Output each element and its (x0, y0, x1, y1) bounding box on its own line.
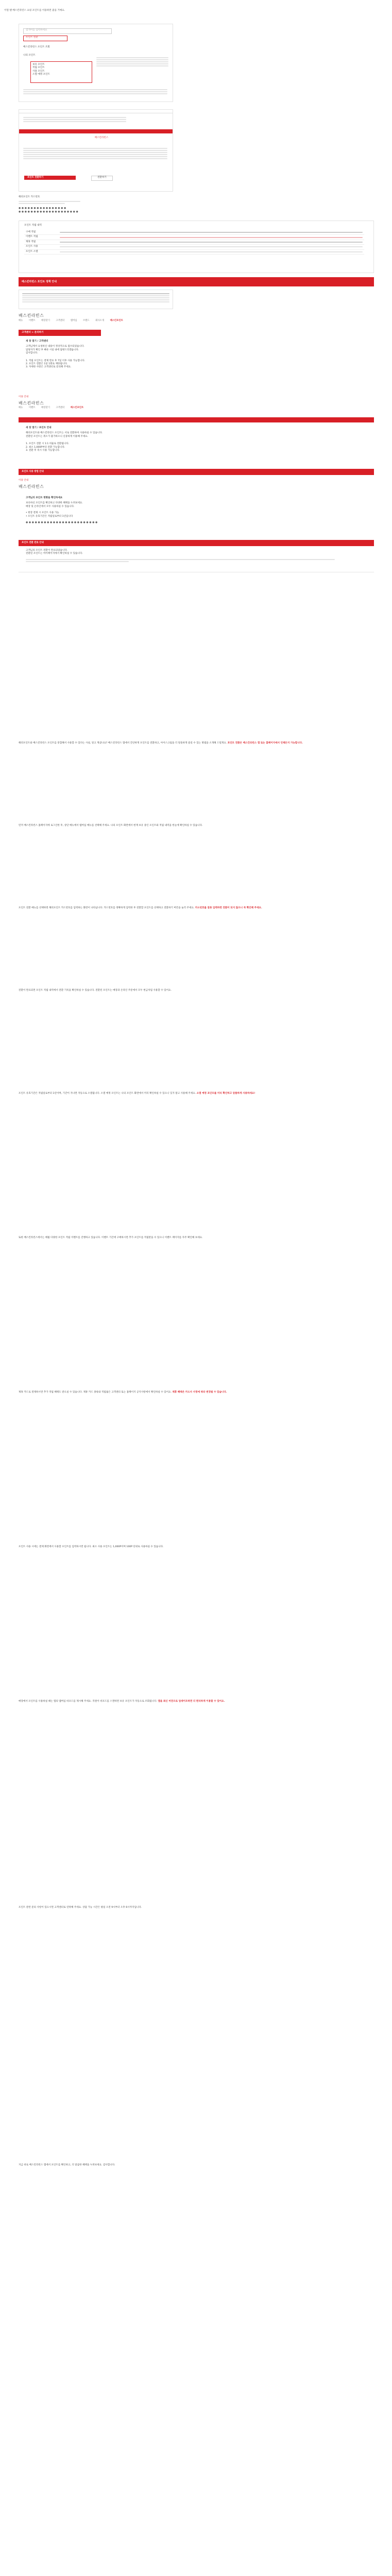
screenshot-history (19, 221, 374, 273)
red-header-bar (19, 129, 173, 133)
paragraph-text: 포인트 전환 메뉴를 선택하면 해피포인트 카드번호를 입력하는 화면이 나타납니다. 카드번호를 정확하게 입력한 후 전환할 포인트를 선택하고 전환하기 버튼을 눌러 주세요. (19, 907, 195, 909)
nav-item[interactable]: 이벤트 (28, 406, 36, 410)
sec3-heading-text: 고객님의 포인트 현황을 확인하세요 (26, 497, 63, 499)
paragraph (19, 1236, 374, 1240)
paragraph (19, 1092, 374, 1095)
nav-item[interactable]: 멤버십 (70, 319, 77, 323)
screenshot-mypage (19, 24, 173, 102)
sec1-item: 2. 포인트 전환은 1일 1회로 제한됩니다. (26, 363, 68, 366)
paragraph-text: 포인트 유효기간은 적립일로부터 1년이며, 기간이 지나면 자동으로 소멸됩니다. 소멸 예정 포인트는 나의 포인트 화면에서 미리 확인하실 수 있으니 잊지 말고 사용해 주세요. (19, 1092, 196, 1095)
brand-logo-text: 배스킨라빈스 (19, 313, 44, 318)
sec3-logo-text: 배스킨라빈스 (19, 484, 44, 489)
sec1-heading (26, 340, 335, 343)
sec1-body-line: 감사합니다. (26, 352, 38, 355)
row-label: 이벤트 적립 (24, 235, 58, 240)
convert-red-bar (24, 176, 76, 180)
nav-item[interactable]: 메뉴 (19, 406, 23, 410)
menu-item-label: 적립 포인트 (32, 66, 45, 70)
history-header (24, 224, 230, 227)
info-line-text: 배스킨라빈스 포인트 조회 (23, 46, 50, 48)
sec2-red-bar-text: 포인트 사용 방법 안내 (22, 470, 44, 473)
paragraph (19, 1906, 374, 1909)
email-field[interactable] (19, 211, 173, 214)
table-row (24, 240, 364, 244)
nav-item[interactable]: 매장찾기 (41, 319, 50, 323)
article-body (19, 1092, 374, 1098)
sec1-item: 1. 적립 포인트는 결제 완료 후 7일 이후 사용 가능합니다. (26, 359, 86, 362)
sec1-heading-text: 새 창 열기 / 고객센터 (26, 340, 48, 343)
sec2-bar (19, 417, 374, 422)
article-body (19, 2164, 374, 2170)
paragraph-text: 매장에서 포인트를 사용하실 때는 앱의 멤버십 바코드를 제시해 주세요. 직원이 바코드를 스캔하면 보유 포인트가 자동으로 조회됩니다. (19, 1700, 157, 1703)
search-placeholder: 검색어를 입력하세요 (26, 29, 47, 31)
nav-item[interactable]: 회사소개 (95, 319, 105, 323)
paragraph-text: 또한 배스킨라빈스에서는 매월 다양한 포인트 적립 이벤트를 진행하고 있습니다. 이벤트 기간에 구매하시면 추가 포인트를 적립받을 수 있으니 이벤트 페이지를 자주 확인해 보세요. (19, 1236, 203, 1239)
sec2-content (26, 427, 335, 452)
sec2-body-line: 전환된 포인트는 취소가 불가하오니 신중하게 이용해 주세요. (26, 435, 89, 438)
brand-title (86, 137, 117, 142)
sec1-content (26, 340, 335, 369)
table-row (24, 249, 364, 254)
red-bar-text: 포인트 전환하기 (27, 176, 44, 179)
sec3-item: • 포인트 유효기간은 적립일로부터 1년입니다 (26, 515, 73, 518)
nav-item[interactable]: 매장찾기 (41, 406, 50, 410)
paragraph (19, 1391, 374, 1394)
tab-point-convert[interactable] (23, 36, 67, 41)
brand-logo (19, 314, 374, 317)
sec3-content (26, 497, 335, 524)
article-body (19, 1236, 374, 1243)
tab-label: 포인트 전환 (26, 36, 38, 39)
history-table (24, 230, 364, 255)
nav-item[interactable]: 고객센터 (56, 319, 65, 323)
article-body (19, 824, 374, 831)
sec2-logo (19, 402, 374, 410)
sec4-red-bar (19, 540, 374, 546)
article-body (19, 1391, 374, 1397)
sec2-red-bar (19, 469, 374, 475)
menu-item-label: 보유 포인트 (32, 63, 45, 66)
nav-item[interactable]: 브랜드 (82, 319, 90, 323)
sec2-heading (26, 427, 335, 430)
paragraph (19, 1700, 374, 1703)
sec2-logo-text: 배스킨라빈스 (19, 401, 44, 405)
brand-nav (19, 314, 374, 323)
article-body (19, 1700, 374, 1706)
form-label (19, 196, 173, 199)
point-menu-box (30, 61, 92, 83)
menu-item-label: 소멸 예정 포인트 (32, 73, 50, 76)
card-dots: ● ● ● ● ● ● ● ● ● ● ● ● ● ● ● ● (19, 207, 66, 210)
article-body (19, 989, 374, 995)
sec1-label-bar (19, 330, 101, 336)
paragraph (19, 989, 374, 992)
paragraph (19, 742, 374, 745)
sec1-body-line: 담당자가 확인 후 빠른 시일 내에 답변드리겠습니다. (26, 348, 79, 351)
nav-item-active[interactable]: 배스킨포인트 (110, 319, 123, 323)
paragraph-emphasis: 앱을 최신 버전으로 업데이트하면 더 편리하게 이용할 수 있어요. (158, 1700, 225, 1703)
screenshot-mini-table (19, 290, 173, 309)
nav-item[interactable]: 고객센터 (56, 406, 65, 410)
mini-table-lines (22, 292, 169, 303)
sec3-label (19, 479, 101, 482)
sec4-line: 전환된 포인트는 마이페이지에서 확인하실 수 있습니다. (26, 552, 83, 555)
article-body (19, 1546, 374, 1552)
sec4-line: 고객님의 포인트 전환이 완료되었습니다. (26, 549, 68, 552)
sec1-label: 고객센터 > 문의하기 (22, 331, 44, 334)
paragraph-text: 제휴 카드로 결제하시면 추가 적립 혜택도 받으실 수 있습니다. 제휴 카드 종류와 적립률은 고객센터 또는 홈페이지 공지사항에서 확인하실 수 있어요. (19, 1391, 172, 1394)
paragraph-text: 지금 바로 배스킨라빈스 앱에서 포인트를 확인하고, 더 달콤한 혜택을 누려보세요. 감사합니다. (19, 2164, 115, 2166)
paragraph (19, 2164, 374, 2167)
menu-title-text: 나의 포인트 (23, 54, 36, 57)
sec2-body-line: 해피포인트와 배스킨라빈스 포인트는 서로 전환하여 사용하실 수 있습니다. (26, 432, 103, 435)
paragraph (19, 907, 374, 910)
email-dots: ● ● ● ● ● ● ● ● ● ● ● ● ● ● ● ● ● ● ● ● (19, 210, 78, 213)
sec3-item: • 현장 결제 시 포인트 사용 가능 (26, 512, 59, 515)
intro-sentence: 이럴 땐 배스킨라빈스 쇼핑 포인트를 이용하면 좋을 거예요. (4, 9, 65, 12)
brand-title-text: 배스킨라빈스 (94, 137, 109, 139)
sec2-item: 3. 전환 후 즉시 사용 가능합니다. (26, 449, 60, 452)
convert-button[interactable] (91, 176, 113, 181)
sec1-body-line: 고객님께서 요청하신 내용이 정상적으로 접수되었습니다. (26, 345, 84, 348)
sec3-heading (26, 497, 335, 500)
paragraph-emphasis: 포인트 전환은 배스킨라빈스 앱 또는 홈페이지에서 언제든지 가능합니다. (227, 742, 303, 744)
menu-item[interactable] (32, 73, 90, 76)
lines-block (23, 116, 126, 123)
sec2-item: 2. 최소 1,000P부터 전환 가능합니다. (26, 446, 65, 449)
table-row (24, 235, 364, 240)
screenshot-convert (19, 109, 173, 192)
table-row (24, 245, 364, 249)
intro-text (4, 9, 375, 12)
row-label: 포인트 소멸 (24, 249, 58, 254)
sec2-label-text: 이용 안내 (19, 396, 29, 398)
paragraph (19, 1546, 374, 1549)
nav-item-active[interactable]: 배스킨포인트 (70, 406, 84, 410)
info-line (23, 46, 100, 49)
history-header-text: 포인트 적립 내역 (24, 224, 42, 227)
table-row (24, 230, 364, 235)
policy-red-bar (19, 277, 374, 286)
policy-red-bar-text: 배스킨라빈스 포인트 정책 안내 (22, 280, 57, 283)
sec1-item: 3. 자세한 사항은 고객센터로 문의해 주세요. (26, 366, 72, 369)
paragraph-text: 포인트 관련 문의 사항이 있으시면 고객센터로 연락해 주세요. 상담 가능 시간은 평일 오전 9시부터 오후 6시까지입니다. (19, 1906, 142, 1909)
menu-item-label: 사용 포인트 (32, 70, 45, 73)
sec3-label-text: 이용 안내 (19, 479, 29, 482)
sec4-content (26, 549, 335, 563)
menu-title (23, 54, 85, 57)
menu-lines (96, 56, 168, 67)
paragraph-text: 전환이 완료되면 포인트 적립 내역에서 전환 기록을 확인하실 수 있습니다. 전환된 포인트는 매장과 온라인 주문에서 모두 현금처럼 사용할 수 있어요. (19, 989, 172, 992)
bottom-lines (23, 88, 167, 95)
paragraph-emphasis: 소멸 예정 포인트를 미리 확인하고 알뜰하게 사용하세요! (196, 1092, 255, 1095)
sec2-heading-text: 새 창 열기 / 포인트 안내 (26, 427, 52, 429)
paragraph-text: 포인트 사용 시에는 결제 화면에서 사용할 포인트를 입력하시면 됩니다. 최소 사용 포인트는 1,000P이며 100P 단위로 사용하실 수 있습니다. (19, 1546, 164, 1548)
sec3-body-line: 보유하신 포인트를 확인하고 다양한 혜택을 누려보세요. (26, 502, 83, 505)
paragraph-text: 해피포인트와 배스킨라빈스 포인트를 통합해서 사용할 수 있다는 사실, 알고 계셨나요? 배스킨라빈스 앱에서 간단하게 포인트를 전환하고, 아이스크림을 더 알뜰하게 즐길 수 있는 방법을 소개해 드릴게요. (19, 742, 227, 744)
article-body (19, 742, 374, 748)
row-label: 제휴 적립 (24, 240, 58, 244)
content-lines (23, 147, 167, 160)
nav-item[interactable]: 메뉴 (19, 319, 23, 323)
paragraph-emphasis: 제휴 혜택은 카드사 사정에 따라 변경될 수 있습니다. (172, 1391, 227, 1394)
sec4-placeholder-line (26, 561, 129, 562)
row-label: 구매 적립 (24, 230, 58, 235)
article-body (19, 1906, 374, 1912)
card-form (19, 196, 173, 214)
nav-item[interactable]: 이벤트 (28, 319, 36, 323)
sec3-body-line: 매장 및 온라인에서 모두 사용하실 수 있습니다. (26, 505, 75, 508)
paragraph-emphasis: 카드번호를 잘못 입력하면 전환이 되지 않으니 꼭 확인해 주세요. (195, 907, 262, 909)
row-label: 포인트 사용 (24, 245, 58, 249)
sec4-red-bar-text: 포인트 전환 완료 안내 (22, 541, 44, 544)
search-input[interactable] (23, 28, 112, 34)
sec3-logo (19, 485, 374, 488)
form-label-text: 해피포인트 카드번호 (19, 196, 40, 198)
nav-menu (19, 319, 374, 323)
article-body (19, 907, 374, 913)
sec2-label (19, 396, 101, 399)
sec4-placeholder-line (26, 559, 335, 560)
sec2-item: 1. 포인트 전환 시 1:1 비율로 전환됩니다. (26, 443, 70, 446)
convert-button-label: 전환하기 (97, 176, 107, 179)
paragraph-text: 먼저 배스킨라빈스 홈페이지에 로그인한 후, 상단 메뉴에서 멤버십 메뉴를 선택해 주세요. 나의 포인트 화면에서 현재 보유 중인 포인트와 적립 내역을 한눈에 확인하실 수 있습니다. (19, 824, 203, 827)
paragraph (19, 824, 374, 827)
sec3-dots: ● ● ● ● ● ● ● ● ● ● ● ● ● ● ● ● ● ● ● ● ● ● ● ● (26, 521, 98, 524)
